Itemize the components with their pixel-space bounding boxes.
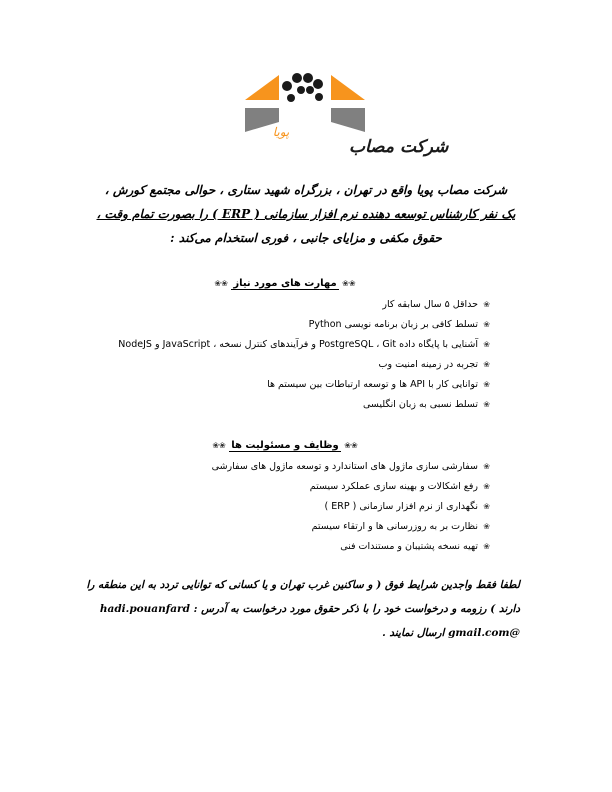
skills-item <box>80 295 490 315</box>
skills-item-text: آشنایی با پایگاه داده PostgreSQL ، Git و فرآیندهای کنترل نسخه ، JavaScript و NodeJS <box>118 339 478 350</box>
intro-line-2 <box>90 202 522 226</box>
intro-line-2-after: ) را بصورت تمام وقت ، <box>96 207 222 221</box>
outro-line-2: دارند ) رزومه و درخواست خود را با ذکر حقوق مورد درخواست به آدرس : hadi.pouanfard <box>99 603 520 615</box>
logo-mark <box>245 73 365 132</box>
bullet-icon: ❀ <box>483 482 490 491</box>
skills-heading <box>80 278 490 289</box>
skills-item <box>80 315 490 335</box>
logo-graphic <box>245 70 449 170</box>
bullet-icon: ❀ <box>483 380 490 389</box>
skills-title: مهارت های مورد نیاز <box>233 278 337 289</box>
duties-item-text: تهیه نسخه پشتیبان و مستندات فنی <box>340 541 478 552</box>
duties-item <box>80 517 490 537</box>
skills-item <box>80 335 490 355</box>
logo-name-text: شرکت مصاب <box>349 137 449 157</box>
bullet-icon: ❀ <box>483 542 490 551</box>
ornament-icon: ❀❀ <box>212 441 226 450</box>
skills-item-text: توانایی کار با API ها و توسعه ارتباطات بین سیستم ها <box>267 379 478 390</box>
skills-item-text: تسلط کافی بر زبان برنامه نویسی Python <box>308 319 478 330</box>
ornament-icon: ❀❀ <box>344 441 358 450</box>
intro-line-3: حقوق مکفی و مزایای جانبی ، فوری استخدام می‌کند : <box>170 231 442 245</box>
duties-item-text: نگهداری از نرم افزار سازمانی ( ERP ) <box>324 501 478 512</box>
outro-line-3: @gmail.com ارسال نمایند . <box>382 627 520 639</box>
outro-line-1: لطفا فقط واجدین شرایط فوق ( و ساکنین غرب تهران و یا کسانی که توانایی تردد به این منطقه را <box>86 579 520 591</box>
duties-list <box>80 457 490 557</box>
intro-line-1: شرکت مصاب پویا واقع در تهران ، بزرگراه شهید ستاری ، حوالی مجتمع کورش ، <box>104 183 508 197</box>
ornament-icon: ❀❀ <box>214 279 228 288</box>
application-instructions <box>86 573 520 645</box>
duties-item <box>80 477 490 497</box>
bullet-icon: ❀ <box>483 462 490 471</box>
job-intro <box>90 178 522 250</box>
skills-list <box>80 295 490 415</box>
duties-heading <box>80 440 490 451</box>
duties-item-text: سفارشی سازی ماژول های استاندارد و توسعه ماژول های سفارشی <box>211 461 478 472</box>
bullet-icon: ❀ <box>483 522 490 531</box>
bullet-icon: ❀ <box>483 400 490 409</box>
skills-item-text: تجربه در زمینه امنیت وب <box>378 359 478 370</box>
duties-title: وظایف و مسئولیت ها <box>231 440 339 451</box>
skills-item-text: تسلط نسبی به زبان انگلیسی <box>362 399 478 410</box>
ornament-icon: ❀❀ <box>342 279 356 288</box>
erp-term: ERP <box>221 207 251 221</box>
company-logo <box>245 70 449 170</box>
intro-line-2-before: یک نفر کارشناس توسعه دهنده نرم افزار سازمانی ( <box>250 207 516 221</box>
bullet-icon: ❀ <box>483 340 490 349</box>
skills-item <box>80 375 490 395</box>
bullet-icon: ❀ <box>483 502 490 511</box>
bullet-icon: ❀ <box>483 300 490 309</box>
duties-item-text: نظارت بر به روزرسانی ها و ارتقاء سیستم <box>311 521 478 532</box>
duties-item <box>80 497 490 517</box>
skills-item <box>80 395 490 415</box>
logo-subname-text: پویا <box>272 125 290 139</box>
duties-item <box>80 457 490 477</box>
duties-section <box>80 440 490 557</box>
skills-item-text: حداقل ۵ سال سابقه کار <box>382 299 478 310</box>
skills-item <box>80 355 490 375</box>
duties-item <box>80 537 490 557</box>
skills-section <box>80 278 490 415</box>
bullet-icon: ❀ <box>483 360 490 369</box>
bullet-icon: ❀ <box>483 320 490 329</box>
duties-item-text: رفع اشکالات و بهینه سازی عملکرد سیستم <box>309 481 478 492</box>
